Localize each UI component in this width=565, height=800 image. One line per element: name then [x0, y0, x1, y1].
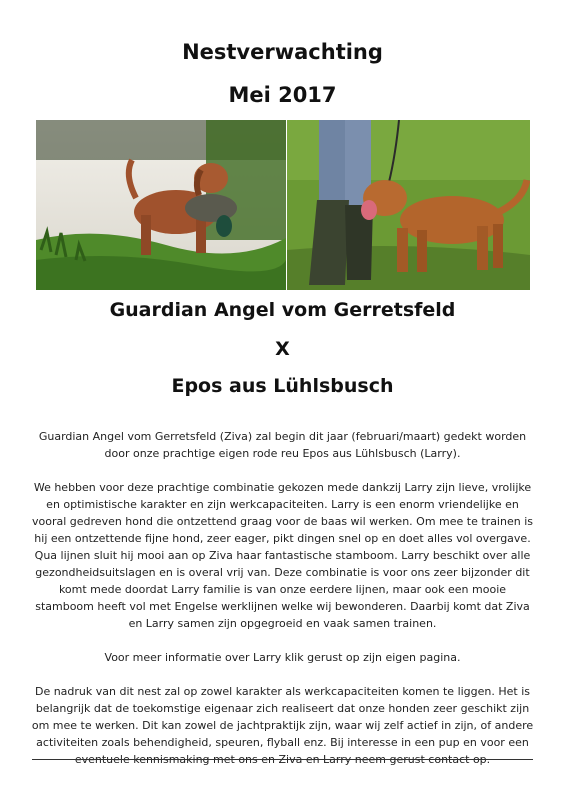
- paragraph-more-info: Voor meer informatie over Larry klik gerust op zijn eigen pagina.: [104, 651, 461, 664]
- cross-symbol: X: [275, 338, 290, 360]
- paragraph-combination: We hebben voor deze prachtige combinatie gekozen mede dankzij Larry zijn lieve, vrolijke en optimistische karakter en zijn werkcapaciteiten. Larry is een enorm vriendelijke en vooral gedreven hond die ontzettend graag voor de baas wil werken. Om mee te trainen is hij een ontzettende fijne hond, zeer eager, pikt dingen snel op en doet alles vol overgave. Qua lijnen sluit hij mooi aan op Ziva haar fantastische stamboom. Larry beschikt over alle gezondheidsuitslagen en is overal vrij van. Deze combinatie is voor ons zeer bijzonder dit komt mede doordat Larry familie is van onze eerdere lijnen, maar ook een mooie stamboom heeft vol met Engelse werklijnen welke wij bewonderen. Daarbij komt dat Ziva en Larry samen zijn opgegroeid en vaak samen trainen.: [32, 481, 533, 630]
- sire-name: Epos aus Lühlsbusch: [171, 375, 394, 397]
- page-title: Nestverwachting: [182, 40, 383, 64]
- dog-with-handler-photo: [287, 120, 530, 290]
- page-date: Mei 2017: [228, 83, 337, 107]
- dam-name: Guardian Angel vom Gerretsfeld: [109, 299, 456, 321]
- footer-divider: [32, 759, 533, 760]
- dog-retrieving-duck-photo: [36, 120, 286, 290]
- paragraph-focus: De nadruk van dit nest zal op zowel karakter als werkcapaciteiten komen te liggen. Het is belangrijk dat de toekomstige eigenaar zich realiseert dat onze honden zeer geschikt zijn om mee te werken. Dit kan zowel de jachtpraktijk zijn, waar wij zelf actief in zijn, of andere activiteiten zoals behendigheid, speuren, flyball enz. Bij interesse in een pup en voor een eventuele kennismaking met ons en Ziva en Larry neem gerust contact op.: [31, 685, 534, 766]
- body-text: [30, 428, 535, 785]
- paragraph-intro: Guardian Angel vom Gerretsfeld (Ziva) zal begin dit jaar (februari/maart) gedekt worden door onze prachtige eigen rode reu Epos aus Lühlsbusch (Larry).: [38, 430, 527, 460]
